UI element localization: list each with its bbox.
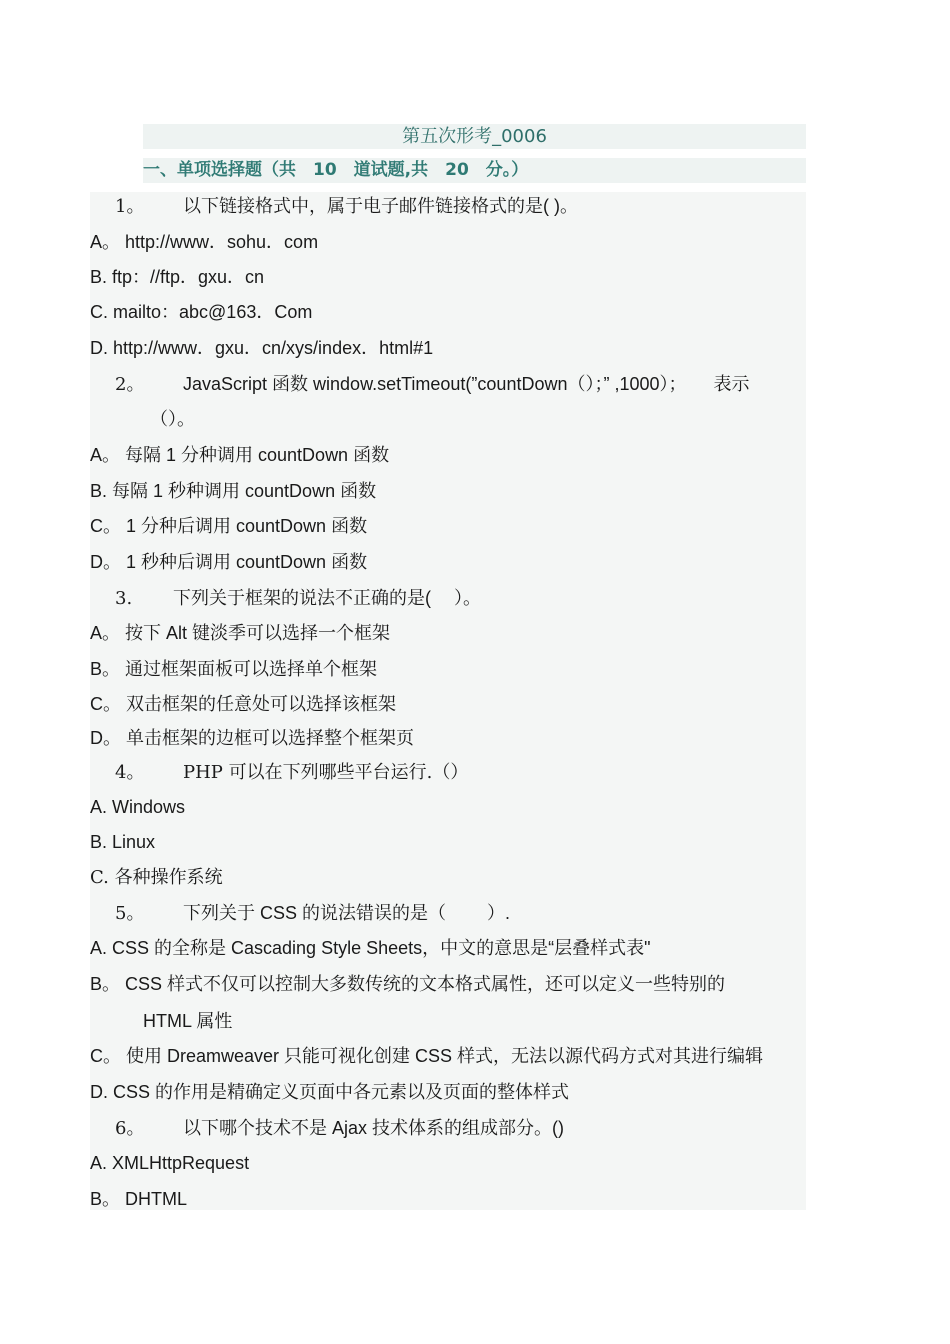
option-b: B. ftp：//ftp．gxu．cn xyxy=(90,267,265,287)
question-number: 3. xyxy=(115,588,133,609)
option-a: A. Windows xyxy=(90,797,186,817)
option-a: A. XMLHttpRequest xyxy=(90,1153,250,1173)
question-2 xyxy=(115,372,750,397)
option-a: A. CSS 的全称是 Cascading Style Sheets，中文的意思是“层叠样式表" xyxy=(90,938,651,958)
question-text: 以下哪个技术不是 Ajax 技术体系的组成部分。() xyxy=(183,1118,565,1138)
question-4 xyxy=(115,761,468,785)
option-d: D. http://www．gxu．cn/xys/index．html#1 xyxy=(90,338,434,358)
question-6 xyxy=(115,1116,564,1141)
option-b: B。 通过框架面板可以选择单个框架 xyxy=(90,659,378,679)
question-text: JavaScript 函数 window.setTimeout(”countDown（）；” ,1000）； 表示 xyxy=(183,374,750,394)
option-d: D。 单击框架的边框可以选择整个框架页 xyxy=(90,728,414,748)
option-c: C。 1 分种后调用 countDown 函数 xyxy=(90,516,368,536)
option-b: B. 每隔 1 秒种调用 countDown 函数 xyxy=(90,481,377,501)
question-number: 4。 xyxy=(115,762,145,783)
option-c: C. mailto：abc@163．Com xyxy=(90,302,313,322)
question-number: 6。 xyxy=(115,1118,145,1139)
option-d: D。 1 秒种后调用 countDown 函数 xyxy=(90,552,368,572)
question-number: 5。 xyxy=(115,903,145,924)
question-number: 2。 xyxy=(115,374,145,395)
question-1 xyxy=(115,194,578,219)
section-heading: 一、单项选择题（共 10 道试题,共 20 分。） xyxy=(143,158,806,183)
question-text-continued: （）。 xyxy=(150,409,195,430)
question-text: 下列关于框架的说法不正确的是( ）。 xyxy=(173,588,481,608)
option-c: C. 各种操作系统 xyxy=(90,867,223,888)
option-b: B。 DHTML xyxy=(90,1189,188,1209)
option-d: D. CSS 的作用是精确定义页面中各元素以及页面的整体样式 xyxy=(90,1082,570,1102)
question-3 xyxy=(115,586,481,611)
option-a: A。 按下 Alt 键淡季可以选择一个框架 xyxy=(90,623,391,643)
option-a: A。 http://www．sohu．com xyxy=(90,232,319,252)
question-text: PHP 可以在下列哪些平台运行.（） xyxy=(183,762,469,783)
option-c: C。 使用 Dreamweaver 只能可视化创建 CSS 样式，无法以源代码方式对其进行编辑 xyxy=(90,1046,764,1066)
option-a: A。 每隔 1 分种调用 countDown 函数 xyxy=(90,445,390,465)
option-b: B. Linux xyxy=(90,832,156,852)
option-text-continued: HTML 属性 xyxy=(143,1011,233,1031)
question-5 xyxy=(115,901,510,926)
question-text: 下列关于 CSS 的说法错误的是（ ）. xyxy=(183,903,511,923)
option-c: C。 双击框架的任意处可以选择该框架 xyxy=(90,694,396,714)
page-title: 第五次形考_0006 xyxy=(143,124,806,149)
question-number: 1。 xyxy=(115,196,145,217)
question-text: 以下链接格式中，属于电子邮件链接格式的是( )。 xyxy=(183,196,578,216)
option-b: B。 CSS 样式不仅可以控制大多数传统的文本格式属性，还可以定义一些特别的 xyxy=(90,974,726,994)
